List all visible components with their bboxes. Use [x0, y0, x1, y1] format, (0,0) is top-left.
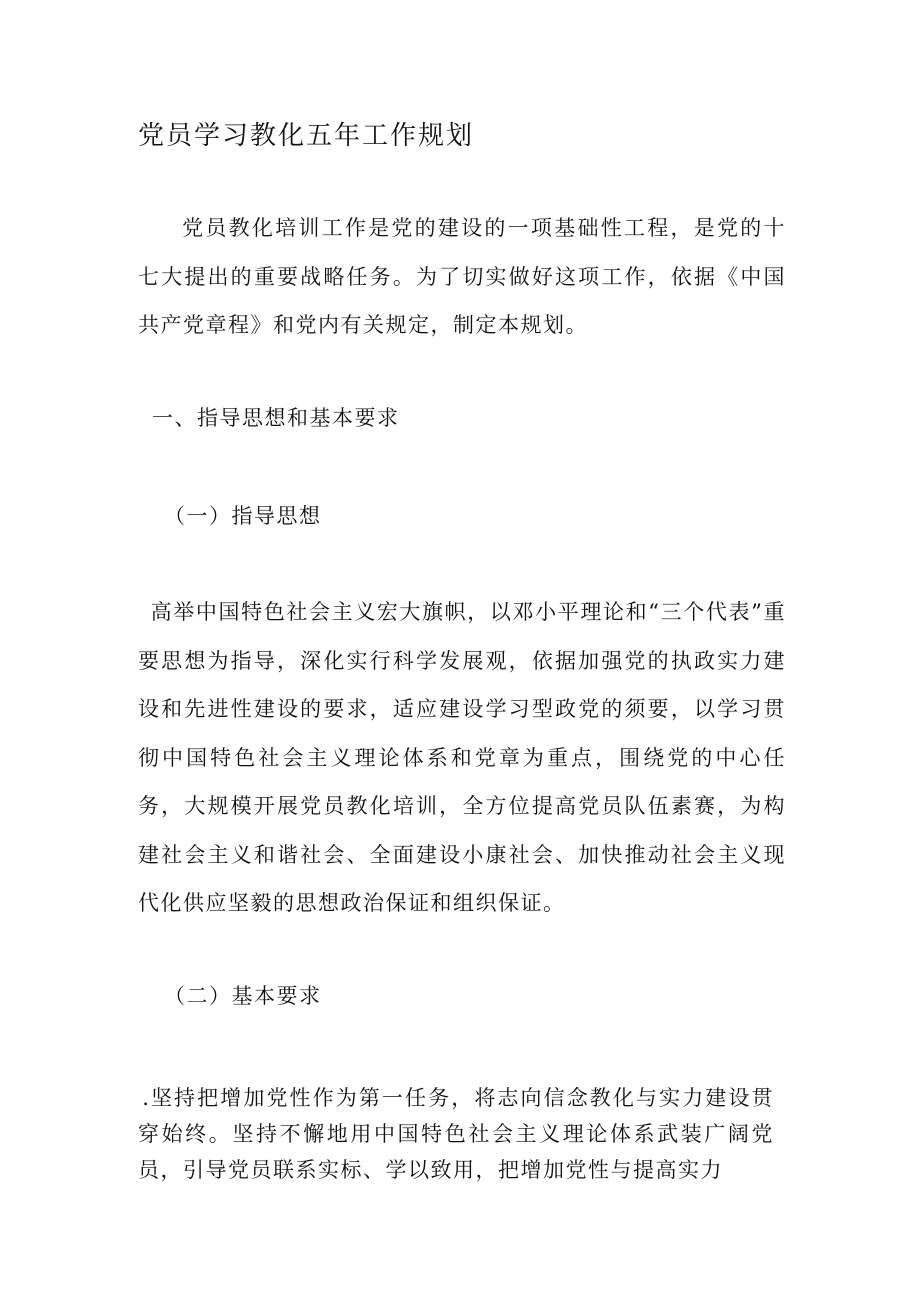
- section-heading-guiding-ideology-and-requirements: 一、指导思想和基本要求: [152, 406, 400, 430]
- guiding-ideology-paragraph: 高举中国特色社会主义宏大旗帜，以邓小平理论和“三个代表”重要思想为指导，深化实行科学发展观，依据加强党的执政实力建设和先进性建设的要求，适应建设学习型政党的须要，以学习贯彻中国特色社会主义理论体系和党章为重点，围绕党的中心任务，大规模开展党员教化培训，全方位提高党员队伍素赛，为构建社会主义和谐社会、全面建设小康社会、加快推动社会主义现代化供应坚毅的思想政治保证和组织保证。: [138, 600, 786, 915]
- intro-paragraph: 党员教化培训工作是党的建设的一项基础性工程，是党的十七大提出的重要战略任务。为了切实做好这项工作，依据《中国共产党章程》和党内有关规定，制定本规划。: [138, 216, 786, 337]
- document-title: 党员学习教化五年工作规划: [138, 121, 475, 151]
- subsection-heading-basic-requirements: （二）基本要求: [164, 984, 322, 1008]
- basic-requirements-paragraph: .坚持把增加党性作为第一任务，将志向信念教化与实力建设贯穿始终。坚持不懈地用中国特色社会主义理论体系武装广阔党员，引导党员联系实标、学以致用，把增加党性与提高实力: [138, 1086, 774, 1182]
- subsection-heading-guiding-ideology: （一）指导思想: [164, 504, 322, 528]
